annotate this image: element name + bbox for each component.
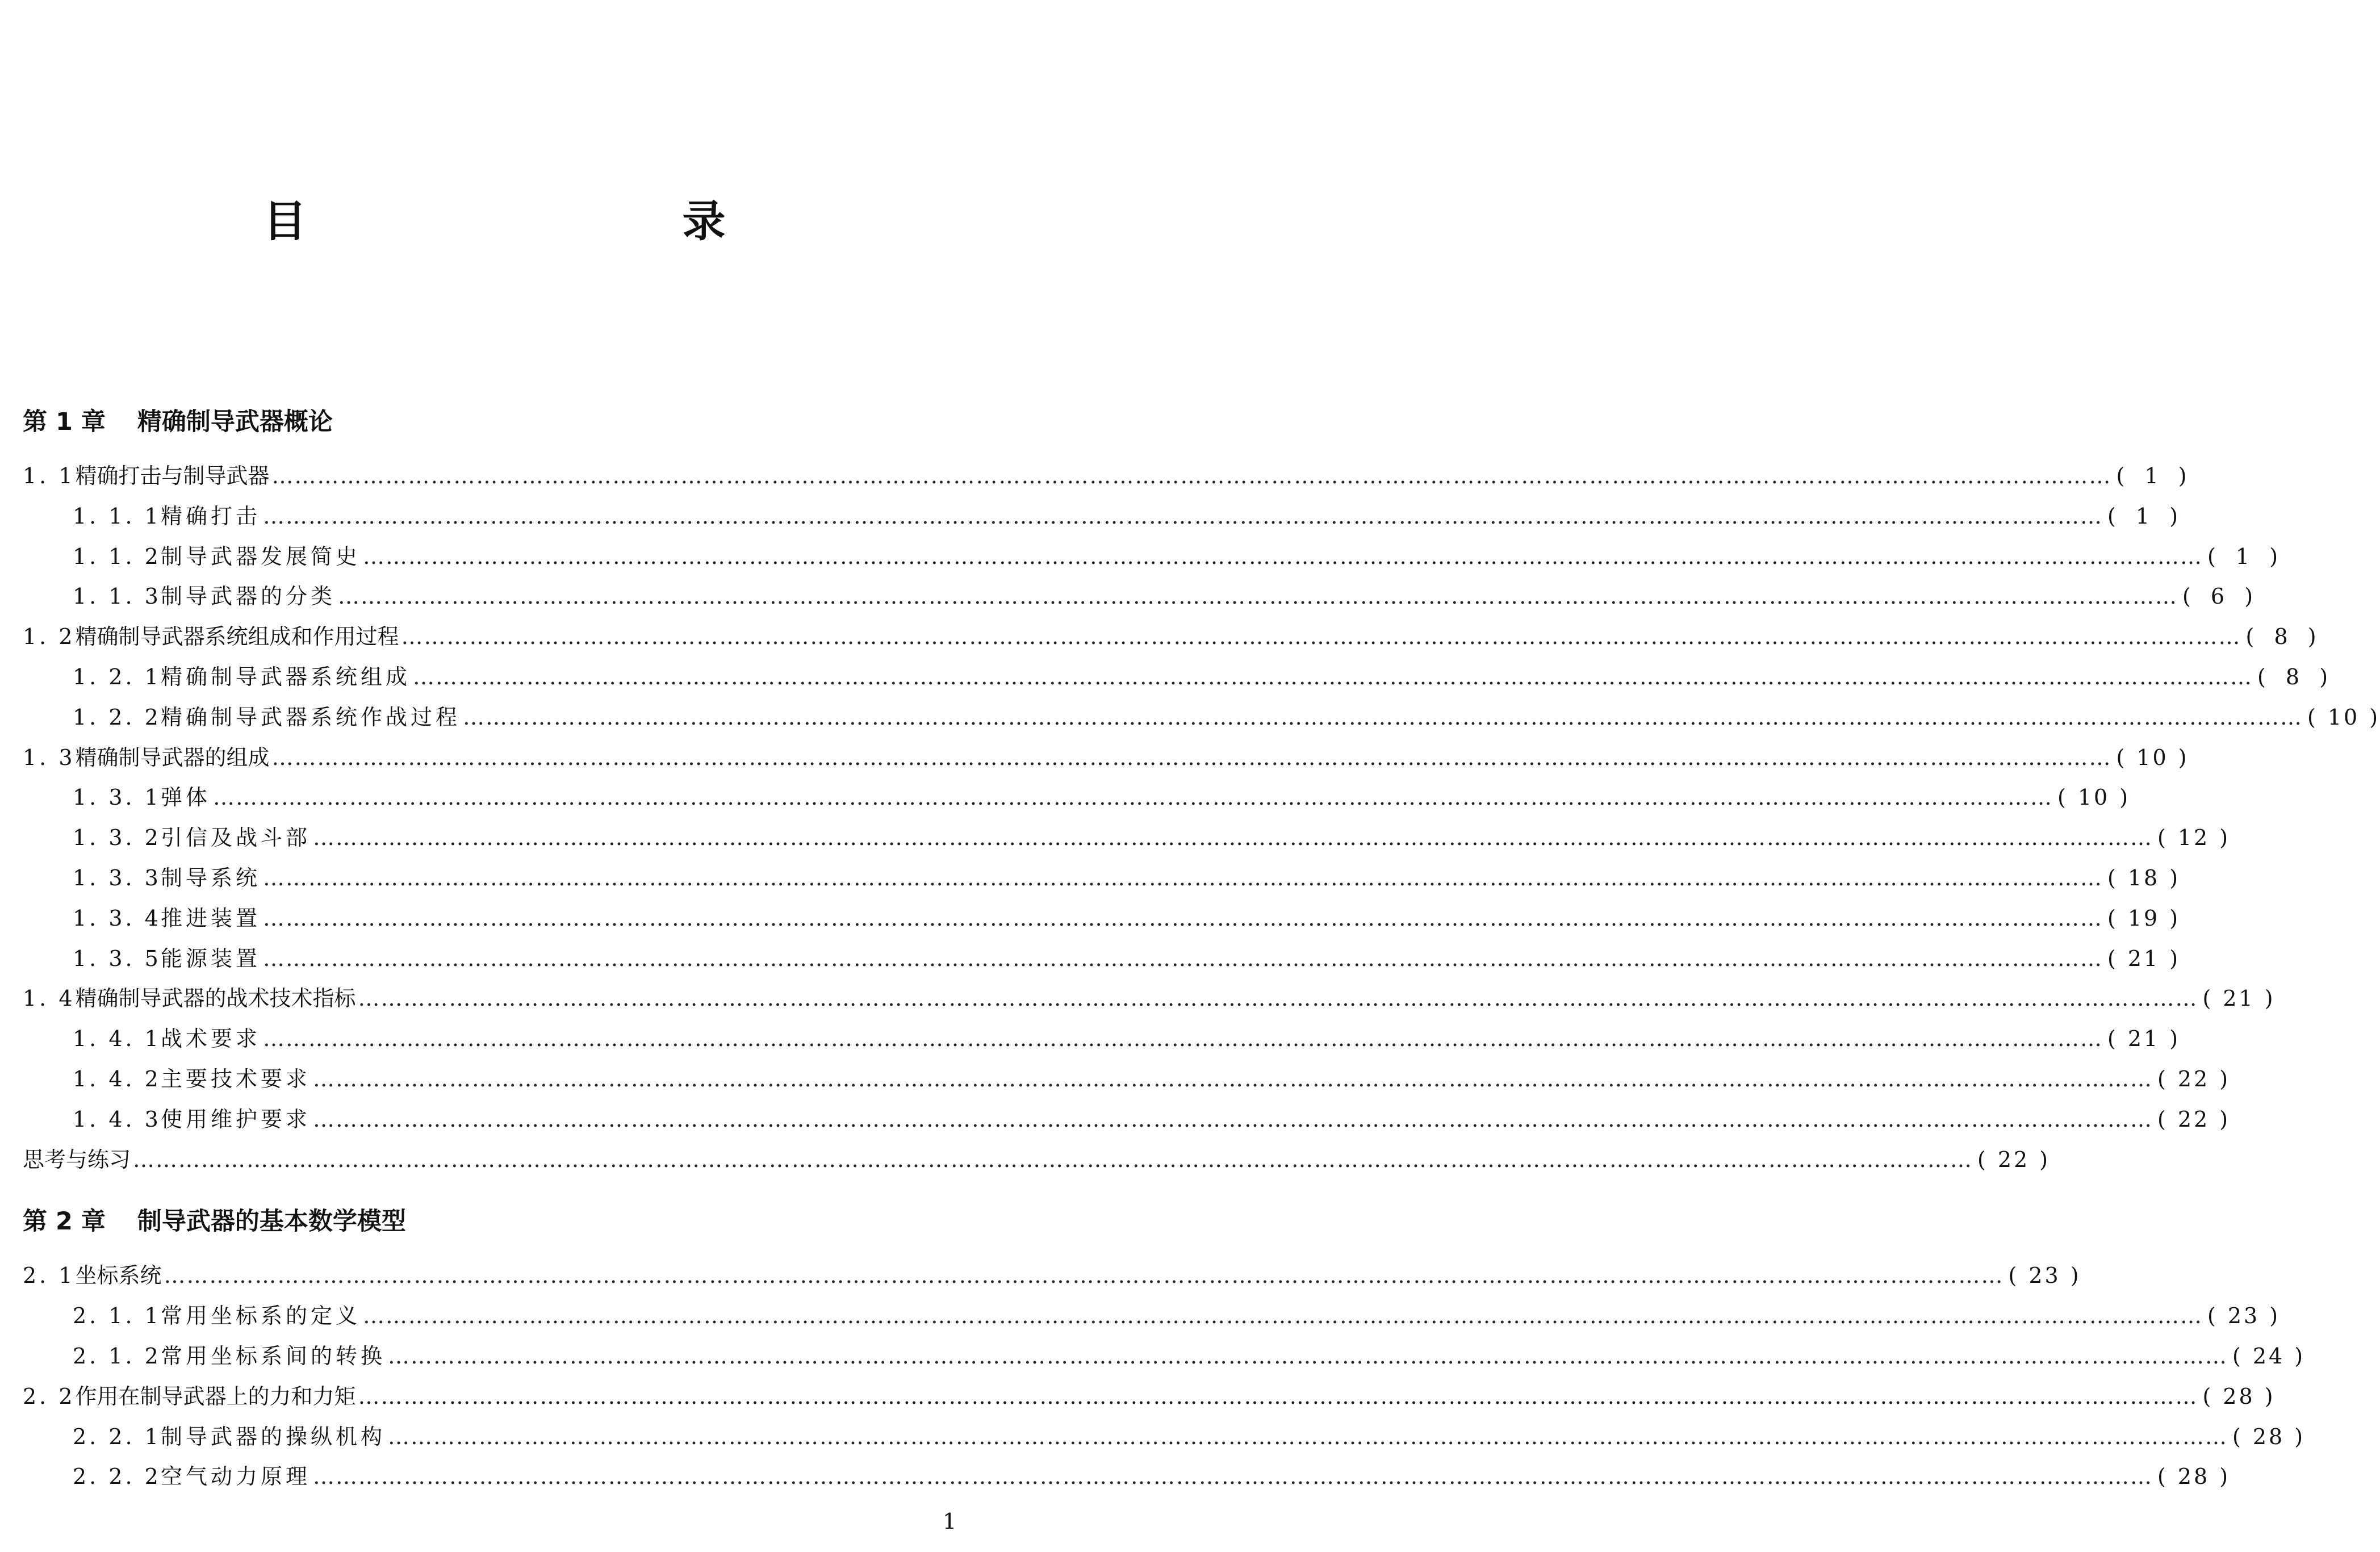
entry-page-number: ( 21 ) [2107,939,2180,979]
entry-page-number: ( 28 ) [2157,1457,2230,1497]
entry-title: 空气动力原理 [161,1464,311,1490]
toc-subsection-entry[interactable] [23,576,2256,617]
toc-subsection-entry[interactable] [23,1336,2306,1377]
entry-number: 2. 2. 1 [73,1424,161,1449]
page-value: 6 [2210,584,2227,609]
entry-page-number: ( 10 ) [2117,738,2189,778]
dot-leader: ……………………………………………………………………………………………………………………………………………………………………………………………………………………… [263,865,2103,890]
toc-subsection-entry[interactable] [23,496,2181,537]
dot-leader: ……………………………………………………………………………………………………………………………………………………………………………………………………………………… [388,1343,2228,1369]
page-value: 21 [2127,946,2160,971]
entry-page-number: ( 8 ) [2257,657,2330,697]
page-value: 18 [2127,865,2160,890]
dot-leader: ……………………………………………………………………………………………………………………………………………………………………………………………………………………… [463,704,2303,730]
entry-number: 1. 2. 1 [73,664,161,689]
entry-number: 1. 4 [23,986,76,1011]
page-value: 10 [2077,785,2110,810]
page-value: 12 [2177,825,2210,851]
page-value: 23 [2227,1303,2260,1329]
entry-title: 精确制导武器系统作战过程 [161,704,461,730]
toc-subsection-entry[interactable] [23,898,2181,939]
dot-leader: ……………………………………………………………………………………………………………………………………………………………………………………………………………………… [313,1106,2153,1132]
page-value: 24 [2252,1343,2285,1369]
dot-leader: ……………………………………………………………………………………………………………………………………………………………………………………………………………………… [213,785,2053,810]
toc-subsection-entry[interactable] [23,818,2231,858]
dot-leader: ……………………………………………………………………………………………………………………………………………………………………………………………………………………… [271,463,2112,488]
dot-leader: ……………………………………………………………………………………………………………………………………………………………………………………………………………………… [313,1066,2153,1091]
entry-number: 1. 3. 3 [73,865,161,890]
toc-subsection-entry[interactable] [23,777,2131,818]
toc-subsection-entry[interactable] [23,1059,2231,1099]
entry-number: 1. 2 [23,624,76,650]
dot-leader: ……………………………………………………………………………………………………………………………………………………………………………………………………………………… [358,986,2198,1011]
chapter-number: 第 1 章 [23,408,106,436]
page-value: 23 [2028,1263,2061,1289]
chapter-heading[interactable] [23,1200,967,1243]
entry-title: 思考与练习 [23,1147,131,1172]
entry-title: 精确制导武器的组成 [75,744,270,770]
toc-section-entry[interactable] [23,978,2276,1019]
entry-page-number: ( 21 ) [2107,1019,2180,1059]
toc-section-entry[interactable] [23,456,2189,496]
entry-page-number: ( 22 ) [1977,1140,2050,1180]
entry-title: 常用坐标系的定义 [161,1303,361,1329]
entry-title: 使用维护要求 [161,1106,311,1132]
page-value: 1 [2144,463,2161,488]
entry-title: 能源装置 [161,946,261,971]
entry-page-number: ( 1 ) [2117,456,2189,496]
entry-page-number: ( 21 ) [2203,978,2276,1019]
toc-subsection-entry[interactable] [23,1417,2306,1457]
table-of-contents [23,400,2380,1497]
entry-number: 2. 1. 1 [73,1303,161,1329]
entry-title: 推进装置 [161,905,261,931]
entry-page-number: ( 23 ) [2009,1256,2081,1296]
page-value: 21 [2223,986,2255,1011]
page-title: 目 录 [263,196,822,246]
entry-number: 1. 4. 2 [73,1066,161,1091]
dot-leader: ……………………………………………………………………………………………………………………………………………………………………………………………………………………… [164,1263,2004,1289]
entry-title: 制导武器发展简史 [161,543,361,569]
entry-page-number: ( 19 ) [2107,898,2180,939]
entry-title: 制导武器的分类 [161,584,336,609]
entry-number: 1. 1. 1 [73,503,161,529]
entry-title: 坐标系统 [75,1263,162,1289]
entry-page-number: ( 28 ) [2203,1377,2276,1417]
page-value: 28 [2223,1383,2255,1409]
page-number: 1 [943,1509,957,1534]
entry-page-number: ( 23 ) [2207,1296,2280,1336]
toc-section-entry[interactable] [23,738,2189,778]
toc-section-entry[interactable] [23,1256,2081,1296]
page-value: 10 [2327,704,2360,730]
toc-subsection-entry[interactable] [23,939,2181,979]
entry-title: 精确制导武器系统组成 [161,664,411,689]
entry-title: 弹体 [161,785,211,810]
entry-page-number: ( 22 ) [2157,1059,2230,1099]
dot-leader: ……………………………………………………………………………………………………………………………………………………………………………………………………………………… [133,1147,1973,1172]
page-value: 1 [2235,543,2252,569]
page-value: 21 [2127,1026,2160,1052]
toc-section-entry[interactable] [23,1140,2051,1180]
entry-title: 制导武器的操纵机构 [161,1424,386,1449]
toc-subsection-entry[interactable] [23,537,2281,577]
entry-title: 作用在制导武器上的力和力矩 [75,1383,356,1409]
entry-number: 1. 1 [23,463,76,488]
entry-page-number: ( 1 ) [2207,537,2280,577]
entry-title: 常用坐标系间的转换 [161,1343,386,1369]
entry-title: 主要技术要求 [161,1066,311,1091]
entry-title: 精确制导武器的战术技术指标 [75,986,356,1011]
entry-page-number: ( 18 ) [2107,858,2180,898]
entry-number: 1. 3 [23,744,76,770]
dot-leader: ……………………………………………………………………………………………………………………………………………………………………………………………………………………… [263,905,2103,931]
entry-number: 2. 1. 2 [73,1343,161,1369]
dot-leader: ……………………………………………………………………………………………………………………………………………………………………………………………………………………… [338,584,2178,609]
page-value: 28 [2177,1464,2210,1490]
dot-leader: ……………………………………………………………………………………………………………………………………………………………………………………………………………………… [263,946,2103,971]
dot-leader: ……………………………………………………………………………………………………………………………………………………………………………………………………………………… [313,1464,2153,1490]
page-value: 22 [1997,1147,2030,1172]
chapter-title: 精确制导武器概论 [137,408,333,436]
entry-number: 1. 2. 2 [73,704,161,730]
toc-section-entry[interactable] [23,617,2319,657]
entry-number: 1. 4. 1 [73,1026,161,1052]
page-value: 8 [2285,664,2302,689]
page-value: 22 [2177,1106,2210,1132]
page-value: 8 [2274,624,2290,650]
toc-subsection-entry[interactable] [23,1019,2181,1059]
entry-title: 引信及战斗部 [161,825,311,851]
chapter-title: 制导武器的基本数学模型 [137,1207,406,1236]
toc-subsection-entry[interactable] [23,858,2181,898]
dot-leader: ……………………………………………………………………………………………………………………………………………………………………………………………………………………… [313,825,2153,851]
page-value: 19 [2127,905,2160,931]
toc-subsection-entry[interactable] [23,657,2331,697]
entry-number: 1. 3. 1 [73,785,161,810]
entry-page-number: ( 8 ) [2246,617,2319,657]
entry-number: 2. 2 [23,1383,76,1409]
dot-leader: ……………………………………………………………………………………………………………………………………………………………………………………………………………………… [263,1026,2103,1052]
entry-number: 1. 1. 2 [73,543,161,569]
toc-subsection-entry[interactable] [23,1099,2231,1140]
toc-subsection-entry[interactable] [23,1296,2281,1336]
page-value: 28 [2252,1424,2285,1449]
toc-subsection-entry[interactable] [23,1457,2231,1497]
entry-number: 1. 3. 2 [73,825,161,851]
entry-number: 1. 3. 5 [73,946,161,971]
chapter-heading[interactable] [23,400,967,444]
entry-title: 战术要求 [161,1026,261,1052]
dot-leader: ……………………………………………………………………………………………………………………………………………………………………………………………………………………… [271,744,2112,770]
chapter-number: 第 2 章 [23,1207,106,1236]
entry-page-number: ( 10 ) [2057,777,2130,818]
entry-number: 1. 3. 4 [73,905,161,931]
dot-leader: ……………………………………………………………………………………………………………………………………………………………………………………………………………………… [358,1383,2198,1409]
entry-number: 1. 4. 3 [73,1106,161,1132]
entry-page-number: ( 12 ) [2157,818,2230,858]
entry-title: 精确打击与制导武器 [75,463,270,488]
entry-title: 精确制导武器系统组成和作用过程 [75,624,399,650]
entry-number: 1. 1. 3 [73,584,161,609]
dot-leader: ……………………………………………………………………………………………………………………………………………………………………………………………………………………… [263,503,2103,529]
entry-page-number: ( 22 ) [2157,1099,2230,1140]
page-value: 10 [2136,744,2169,770]
dot-leader: ……………………………………………………………………………………………………………………………………………………………………………………………………………………… [413,664,2253,689]
dot-leader: ……………………………………………………………………………………………………………………………………………………………………………………………………………………… [363,543,2203,569]
entry-page-number: ( 1 ) [2107,496,2180,537]
dot-leader: ……………………………………………………………………………………………………………………………………………………………………………………………………………………… [363,1303,2203,1329]
toc-section-entry[interactable] [23,1377,2276,1417]
entry-title: 制导系统 [161,865,261,890]
entry-number: 2. 2. 2 [73,1464,161,1490]
entry-number: 2. 1 [23,1263,76,1289]
dot-leader: ……………………………………………………………………………………………………………………………………………………………………………………………………………………… [388,1424,2228,1449]
entry-page-number: ( 28 ) [2232,1417,2305,1457]
page-value: 22 [2177,1066,2210,1091]
entry-page-number: ( 6 ) [2182,576,2255,617]
dot-leader: ……………………………………………………………………………………………………………………………………………………………………………………………………………………… [401,624,2241,650]
toc-subsection-entry[interactable] [23,697,2380,738]
entry-title: 精确打击 [161,503,261,529]
page-value: 1 [2135,503,2152,529]
entry-page-number: ( 10 ) [2307,697,2380,738]
entry-page-number: ( 24 ) [2232,1336,2305,1377]
